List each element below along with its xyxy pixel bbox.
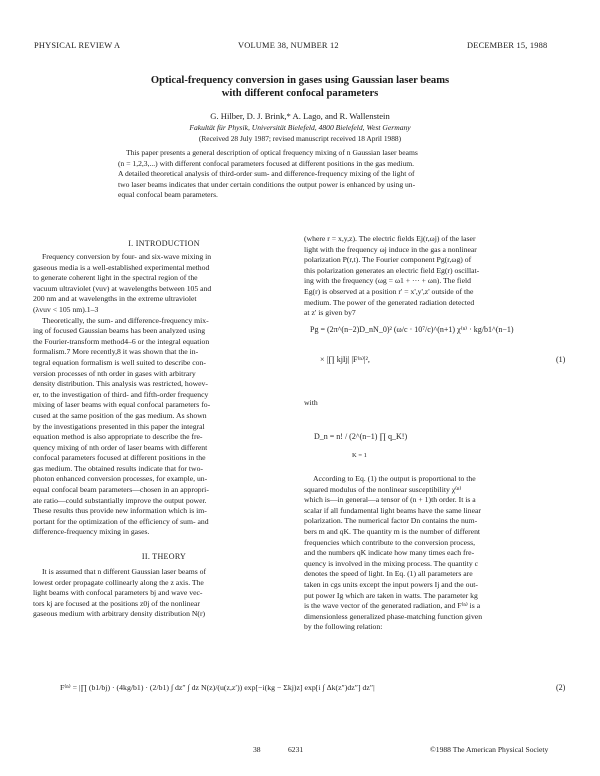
text-line: er, to the investigation of third- and fifth-order frequency: [33, 389, 209, 399]
text-line: density distribution. This analysis was restricted, howev-: [33, 379, 208, 389]
text-line: to generate coherent light in the spectral region of the: [33, 273, 198, 283]
text-line: These results thus provide new information which is im-: [33, 506, 207, 516]
text-line: the Fourier-transform method4–6 or the integral equation: [33, 336, 210, 346]
text-line: Eg(r) is observed at a position r' = x',y',z' outside of the: [304, 286, 474, 296]
text-line: tors kj are focused at the positions z0j of the nonlinear: [33, 598, 200, 608]
with-label: with: [304, 398, 318, 407]
text-line: which is—in general—a tensor of (n + 1)th order. It is a: [304, 495, 476, 505]
text-line: 200 nm and at wavelengths in the extreme ultraviolet: [33, 294, 197, 304]
text-line: taken in cgs units except the input powers Ij and the out-: [304, 579, 478, 589]
text-line: medium. The power of the generated radiation detected: [304, 297, 475, 307]
equation-dn: D_n = n! / (2^(n−1) ∏ q_K!): [314, 432, 408, 441]
footer-copyright: ©1988 The American Physical Society: [430, 745, 549, 754]
text-line: frequencies which contribute to the conversion process,: [304, 537, 475, 547]
text-line: equal confocal beam parameters—chosen in an appropri-: [33, 485, 209, 495]
text-line: vacuum ultraviolet (vuv) at wavelengths between 105 and: [33, 283, 212, 293]
text-line: photon enhanced conversion processes, for example, un-: [33, 474, 208, 484]
footer-volume: 38: [253, 745, 261, 754]
affiliation: Fakultät für Physik, Universität Bielefeld, 4800 Bielefeld, West Germany: [189, 123, 411, 132]
text-line: and the numbers qK indicate how many times each fre-: [304, 548, 475, 558]
text-line: cused at the same position of the gas medium. As shown: [33, 410, 207, 420]
paper-title-line-1: Optical-frequency conversion in gases using Gaussian laser beams: [150, 75, 450, 86]
text-line: confocal parameters focused at different positions in the: [33, 453, 206, 463]
text-line: light with the frequency ωj induce in the gas a nonlinear: [304, 244, 477, 254]
text-line: difference-frequency mixing in gases.: [33, 527, 150, 537]
text-line: Theoretically, the sum- and difference-frequency mix-: [42, 315, 209, 325]
section-heading-theory: II. THEORY: [141, 552, 187, 561]
text-line: According to Eq. (1) the output is proportional to the: [313, 474, 476, 483]
text-line: this polarization generates an electric field Eg(r) oscillat-: [304, 265, 480, 275]
left-column-intro: [33, 252, 295, 538]
text-line: gas medium. The obtained results indicate that for two-: [33, 463, 204, 473]
text-line: (λvuv < 105 nm).1–3: [33, 304, 99, 314]
text-line: squared modulus of the nonlinear susceptibility χ⁽ⁿ⁾: [304, 484, 462, 494]
equation-1-line-2: × |∏ kjIj| |F⁽ⁿ⁾|²,: [320, 355, 370, 364]
received-date: (Received 28 July 1987; revised manuscript received 18 April 1988): [198, 134, 402, 143]
text-line: polarization. The numerical factor Dn contains the num-: [304, 516, 478, 526]
text-line: gaseous media is a well-established experimental method: [33, 262, 210, 272]
authors: G. Hilber, D. J. Brink,* A. Lago, and R. Wallenstein: [210, 111, 390, 121]
abstract: [118, 148, 482, 201]
text-line: denotes the speed of light. In Eq. (1) all parameters are: [304, 569, 473, 579]
text-line: by the following relation:: [304, 622, 383, 632]
abstract-line: two laser beams indicates that under certain conditions the output power is enhanced by using un-: [118, 179, 416, 189]
paper-title-line-2: with different confocal parameters: [221, 88, 379, 99]
text-line: at z' is given by7: [304, 308, 356, 318]
equation-1-line-1: Pg = (2π^(n−2)D_nN_0)² (ω/c · 10⁷/c)^(n+1) χ⁽ⁿ⁾ · kg/b1^(n−1): [310, 325, 514, 334]
abstract-line: A detailed theoretical analysis of third-order sum- and difference-frequency mixing of the light of: [118, 169, 415, 179]
text-line: equation method is also appropriate to describe the fre-: [33, 432, 203, 442]
volume-number: VOLUME 38, NUMBER 12: [238, 41, 339, 50]
text-line: light beams with confocal parameters bj and wave vec-: [33, 588, 203, 598]
text-line: scalar if all fundamental light beams have the same linear: [304, 505, 481, 515]
left-column-theory: [33, 567, 295, 620]
text-line: polarization P(r,t). The Fourier component Pg(r,ωg) of: [304, 255, 472, 265]
equation-2: F⁽ⁿ⁾ = |∏ (b1/bj) · (4kg/b1) · (2/b1) ∫ dz″ ∫ dz N(z)/(u(z,z′)) exp[−i(kg − Σkj)z] exp[i ∫ Δk(z″)dz″] dz″|: [60, 683, 375, 692]
text-line: lowest order propagate collinearly along the z axis. The: [33, 577, 204, 587]
text-line: It is assumed that n different Gaussian laser beams of: [42, 567, 207, 576]
equation-dn-product-index: K = 1: [352, 452, 367, 459]
equation-1-number: (1): [556, 355, 566, 364]
text-line: quency mixing of nth order of laser beams with different: [33, 442, 208, 452]
text-line: Frequency conversion by four- and six-wave mixing in: [42, 252, 212, 261]
text-line: quency is involved in the mixing process. The quantity c: [304, 558, 479, 568]
journal-name: PHYSICAL REVIEW A: [34, 41, 121, 50]
text-line: by the investigations presented in this paper the integral: [33, 421, 205, 431]
text-line: dimensionless generalized phase-matching function given: [304, 611, 483, 621]
abstract-line: This paper presents a general description of optical frequency mixing of n Gaussian laser beams: [126, 148, 418, 157]
text-line: is the wave vector of the generated radiation, and F⁽ⁿ⁾ is a: [304, 601, 481, 611]
text-line: version processes of nth order in gases with arbitrary: [33, 368, 196, 378]
issue-date: DECEMBER 15, 1988: [467, 41, 548, 50]
section-heading-introduction: I. INTRODUCTION: [128, 239, 200, 248]
equation-2-number: (2): [556, 683, 566, 692]
right-column-top: [304, 234, 568, 319]
text-line: gaseous medium with arbitrary density distribution N(r): [33, 609, 206, 619]
text-line: put power Ig which are taken in watts. The parameter kg: [304, 590, 478, 600]
text-line: ing of focused Gaussian beams has been analyzed using: [33, 326, 206, 336]
footer-page-number: 6231: [288, 745, 304, 754]
abstract-line: (n = 1,2,3,...) with different confocal parameters focused at different positions in the gas medium.: [118, 158, 415, 168]
text-line: portant for the optimization of the efficiency of sum- and: [33, 516, 209, 526]
text-line: (where r = x,y,z). The electric fields Ej(r,ωj) of the laser: [304, 234, 476, 243]
text-line: tegral equation formalism is well suited to describe con-: [33, 357, 206, 367]
text-line: mixing of laser beams with equal confocal parameters fo-: [33, 400, 211, 410]
text-line: ing with the frequency (ωg = ω1 + ··· + ωn). The field: [304, 276, 472, 286]
text-line: ate ratio—could substantially improve the output power.: [33, 495, 207, 505]
abstract-line: equal confocal beam parameters.: [118, 190, 218, 200]
right-column-bottom: [304, 474, 568, 633]
text-line: bers m and qK. The quantity m is the number of different: [304, 526, 481, 536]
text-line: formalism.7 More recently,8 it was shown that the in-: [33, 347, 199, 357]
